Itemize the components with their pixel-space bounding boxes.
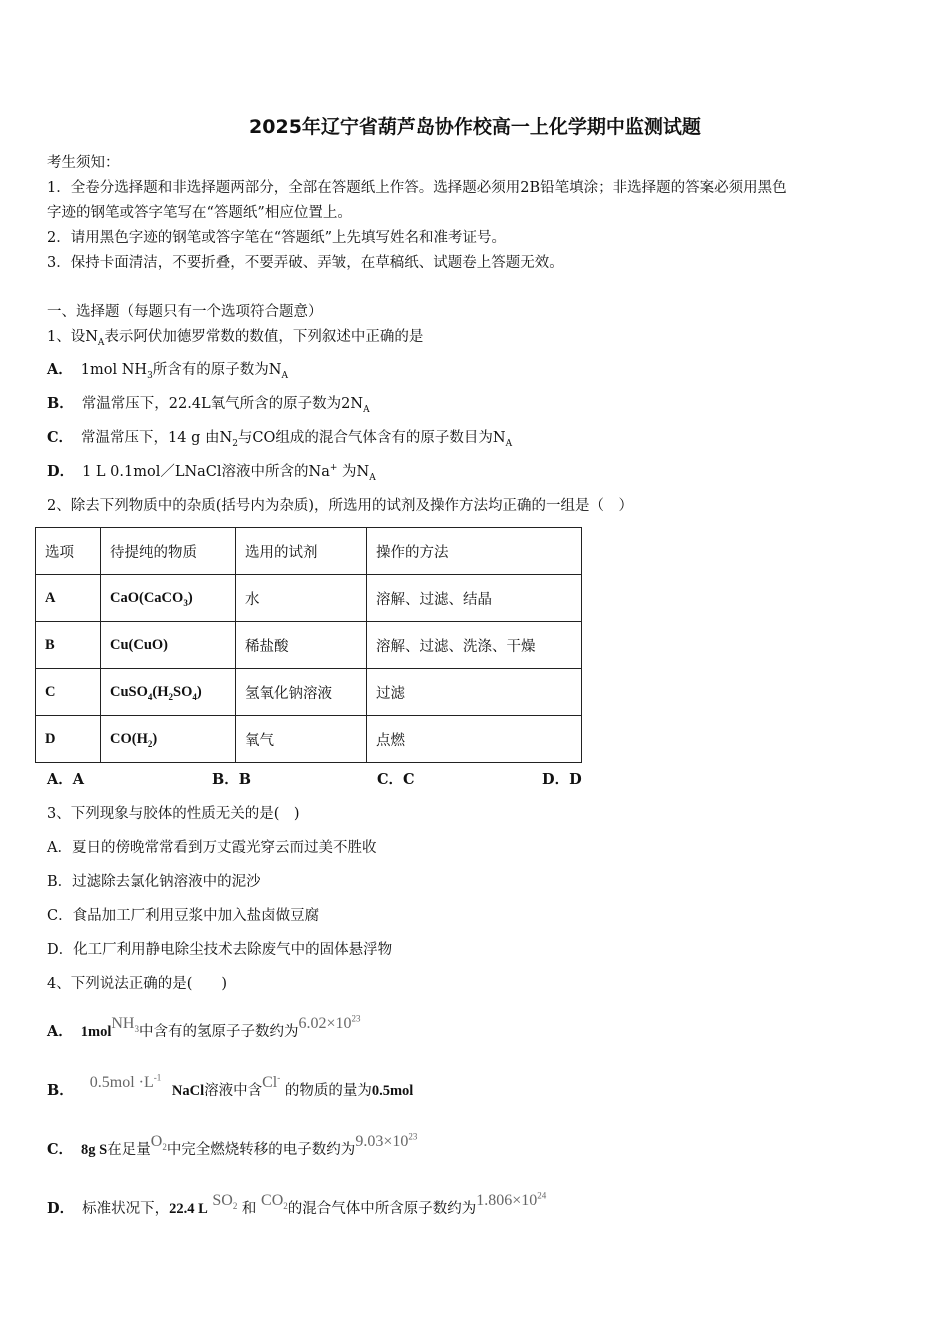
- notice-item: 1．全卷分选择题和非选择题两部分，全部在答题纸上作答。选择题必须用2B铅笔填涂；非选择题的答案必须用黑色: [47, 180, 787, 196]
- q4-option-a: A． 1molNH$_3$中含有的氢原子子数约为$6.02\times 10^{23}$: [47, 1013, 361, 1040]
- notice-heading: 考生须知：: [47, 155, 120, 171]
- notice-item: 2．请用黑色字迹的钢笔或答字笔在“答题纸”上先填写姓名和准考证号。: [47, 230, 507, 246]
- q2-choice-a: A．A: [47, 771, 85, 788]
- table-header-cell: 选项: [36, 528, 101, 575]
- q2-choice-c: C．C: [377, 771, 415, 788]
- q1-option-d: D． 1 L 0.1mol／LNaCl溶液中所含的Na+ 为$N_A$: [47, 463, 376, 483]
- table-row: [36, 716, 582, 763]
- q1-option-b: B． 常温常压下，22.4L氧气所含的原子数为$2N_A$: [47, 395, 370, 415]
- table-header-row: [36, 528, 582, 575]
- table-cell-reagent: 氢氧化钠溶液: [236, 669, 367, 716]
- q2-choice-d: D．D: [542, 771, 582, 788]
- table-cell-substance: $CuSO_4(H_2SO_4)$: [101, 669, 236, 716]
- question-2-stem: 2、除去下列物质中的杂质(括号内为杂质)，所选用的试剂及操作方法均正确的一组是（ ）: [47, 498, 634, 514]
- table-cell-method: 溶解、过滤、洗涤、干燥: [367, 622, 582, 669]
- q3-option-b: B．过滤除去氯化钠溶液中的泥沙: [47, 874, 261, 890]
- table-cell-method: 过滤: [367, 669, 582, 716]
- q1-option-c: C． 常温常压下，14 g 由$N_2$与CO组成的混合气体含有的原子数目为$N_A$: [47, 429, 513, 449]
- question-3-stem: 3、下列现象与胶体的性质无关的是( ): [47, 806, 300, 822]
- table-cell-method: 溶解、过滤、结晶: [367, 575, 582, 622]
- q4-option-b: B． $0.5mol \cdot L^{-1}$ NaCl溶液中含Cl- 的物质的量为0.5mol: [47, 1072, 414, 1099]
- notice-item: 3．保持卡面清洁，不要折叠，不要弄破、弄皱，在草稿纸、试题卷上答题无效。: [47, 255, 564, 271]
- table-header-cell: 选用的试剂: [236, 528, 367, 575]
- formula: $9.03\times 10^{23}$: [355, 1131, 418, 1150]
- formula: $6.02\times 10^{23}$: [298, 1013, 361, 1032]
- table-row: [36, 622, 582, 669]
- page-title: 2025年辽宁省葫芦岛协作校高一上化学期中监测试题: [249, 116, 701, 138]
- table-cell-option: A: [36, 575, 101, 622]
- table-header-cell: 待提纯的物质: [101, 528, 236, 575]
- formula: Cl-: [262, 1072, 281, 1091]
- q3-option-d: D．化工厂利用静电除尘技术去除废气中的固体悬浮物: [47, 942, 393, 958]
- section-heading: 一、选择题（每题只有一个选项符合题意）: [47, 304, 323, 320]
- formula: $0.5mol \cdot L^{-1}$: [89, 1072, 162, 1091]
- question-4-stem: 4、下列说法正确的是( ): [47, 976, 228, 992]
- formula: $1.806\times 10^{24}$: [476, 1190, 547, 1209]
- table-cell-option: C: [36, 669, 101, 716]
- table-cell-method: 点燃: [367, 716, 582, 763]
- table-cell-reagent: 水: [236, 575, 367, 622]
- q3-option-c: C．食品加工厂利用豆浆中加入盐卤做豆腐: [47, 908, 320, 924]
- table-row: [36, 575, 582, 622]
- table-cell-reagent: 氧气: [236, 716, 367, 763]
- formula: $O_2$: [150, 1133, 167, 1153]
- table-cell-substance: CaO(CaCO$_3$): [101, 575, 236, 622]
- formula: $NH_3$: [111, 1015, 139, 1035]
- table-cell-reagent: 稀盐酸: [236, 622, 367, 669]
- table-cell-substance: Cu(CuO): [101, 622, 236, 669]
- table-header-cell: 操作的方法: [367, 528, 582, 575]
- formula: $CO_2$: [261, 1192, 288, 1212]
- table-cell-option: D: [36, 716, 101, 763]
- table-row: [36, 669, 582, 716]
- table-cell-option: B: [36, 622, 101, 669]
- notice-item: 字迹的钢笔或答字笔写在“答题纸”相应位置上。: [47, 205, 352, 221]
- q1-option-a: A． 1mol $NH_3$所含有的原子数为$N_A$: [47, 361, 288, 381]
- table-cell-substance: $CO(H_2)$: [101, 716, 236, 763]
- q4-option-d: D． 标准状况下，22.4 L $SO_2$ 和 $CO_2$的混合气体中所含原子数约为$1.806\times 10^{24}$: [47, 1190, 547, 1217]
- formula: $SO_2$: [212, 1192, 238, 1212]
- q4-option-c: C． 8g S在足量$O_2$中完全燃烧转移的电子数约为$9.03\times 10^{23}$: [47, 1131, 418, 1158]
- question-1-stem: 1、设$N_A$表示阿伏加德罗常数的数值，下列叙述中正确的是: [47, 329, 424, 348]
- purification-table: [35, 527, 582, 763]
- q3-option-a: A．夏日的傍晚常常看到万丈霞光穿云而过美不胜收: [47, 840, 377, 856]
- q2-choice-b: B．B: [212, 771, 252, 788]
